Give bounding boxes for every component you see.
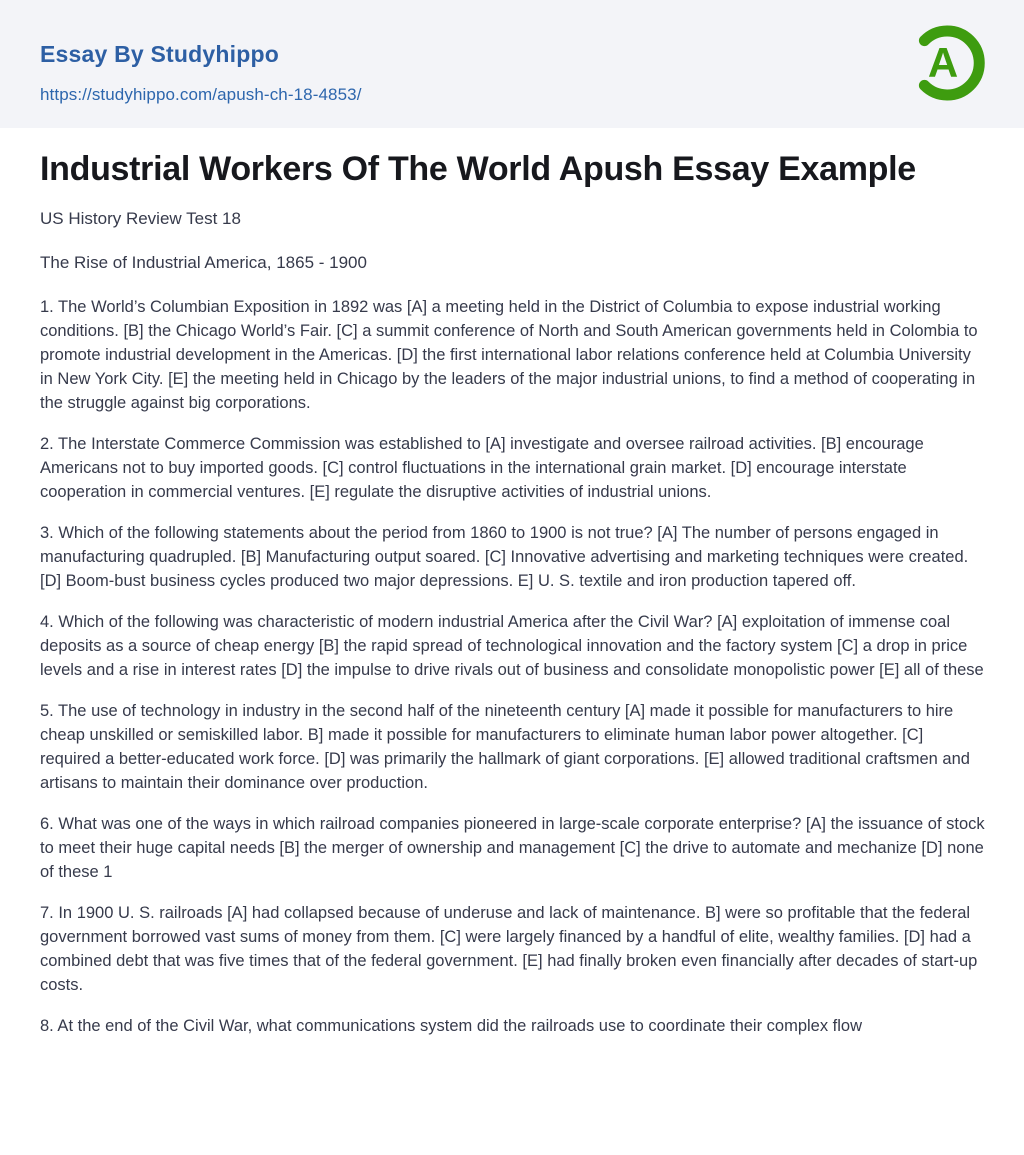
question-paragraph-4: 4. Which of the following was characteristic of modern industrial America after the Civil War? [A] exploitation of immense coal deposits as a source of cheap energy [B] the rapid spread of technological innovation and the factory system [C] a drop in price levels and a rise in interest rates [D] the impulse to drive rivals out of business and consolidate monopolistic power [E] all of these (40, 613, 984, 679)
question-paragraph-5: 5. The use of technology in industry in the second half of the nineteenth century [A] made it possible for manufacturers to hire cheap unskilled or semiskilled labor. B] made it possible for manufacturers to eliminate human labor power altogether. [C] required a better-educated work force. [D] was primarily the hallmark of giant corporations. [E] allowed traditional craftsmen and artisans to maintain their dominance over production. (40, 702, 970, 792)
question-paragraph-6: 6. What was one of the ways in which railroad companies pioneered in large-scale corporate enterprise? [A] the issuance of stock to meet their huge capital needs [B] the merger of ownership and management [C] the drive to automate and mechanize [D] none of these 1 (40, 815, 985, 881)
question-paragraph-3: 3. Which of the following statements about the period from 1860 to 1900 is not true? [A] The number of persons engaged in manufacturing quadrupled. [B] Manufacturing output soared. [C] Innovative advertising and marketing techniques were created. [D] Boom-bust business cycles produced two major depressions. E] U. S. textile and iron production tapered off. (40, 524, 969, 590)
source-url-link[interactable]: https://studyhippo.com/apush-ch-18-4853/ (40, 85, 362, 104)
question-paragraph-8: 8. At the end of the Civil War, what communications system did the railroads use to coordinate their complex flow (40, 1017, 863, 1035)
section-heading: The Rise of Industrial America, 1865 - 1900 (40, 253, 367, 272)
question-paragraph-2: 2. The Interstate Commerce Commission was established to [A] investigate and oversee railroad activities. [B] encourage Americans not to buy imported goods. [C] control fluctuations in the international grain market. [D] encourage interstate cooperation in commercial ventures. [E] regulate the disruptive activities of industrial unions. (40, 435, 924, 501)
site-title: Essay By Studyhippo (40, 41, 279, 67)
question-paragraph-1: 1. The World’s Columbian Exposition in 1892 was [A] a meeting held in the District of Columbia to expose industrial working conditions. [B] the Chicago World’s Fair. [C] a summit conference of North and South American governments held in Colombia to promote industrial development in the Americas. [D] the first international labor relations conference held at Columbia University in New York City. [E] the meeting held in Chicago by the leaders of the major industrial unions, to find a method of cooperating in the struggle against big corporations. (40, 298, 978, 412)
page-title: Industrial Workers Of The World Apush Essay Example (40, 150, 916, 188)
article-subtitle: US History Review Test 18 (40, 209, 241, 228)
article-content (0, 150, 1024, 1038)
question-paragraph-7: 7. In 1900 U. S. railroads [A] had collapsed because of underuse and lack of maintenance. B] were so profitable that the federal government borrowed vast sums of money from them. [C] were largely financed by a handful of elite, wealthy families. [D] had a combined debt that was five times that of the federal government. [E] had finally broken even financially after decades of start-up costs. (40, 904, 978, 994)
studyhippo-logo-icon (900, 16, 992, 110)
logo-letter: A (927, 39, 959, 86)
page-header (0, 0, 1024, 128)
